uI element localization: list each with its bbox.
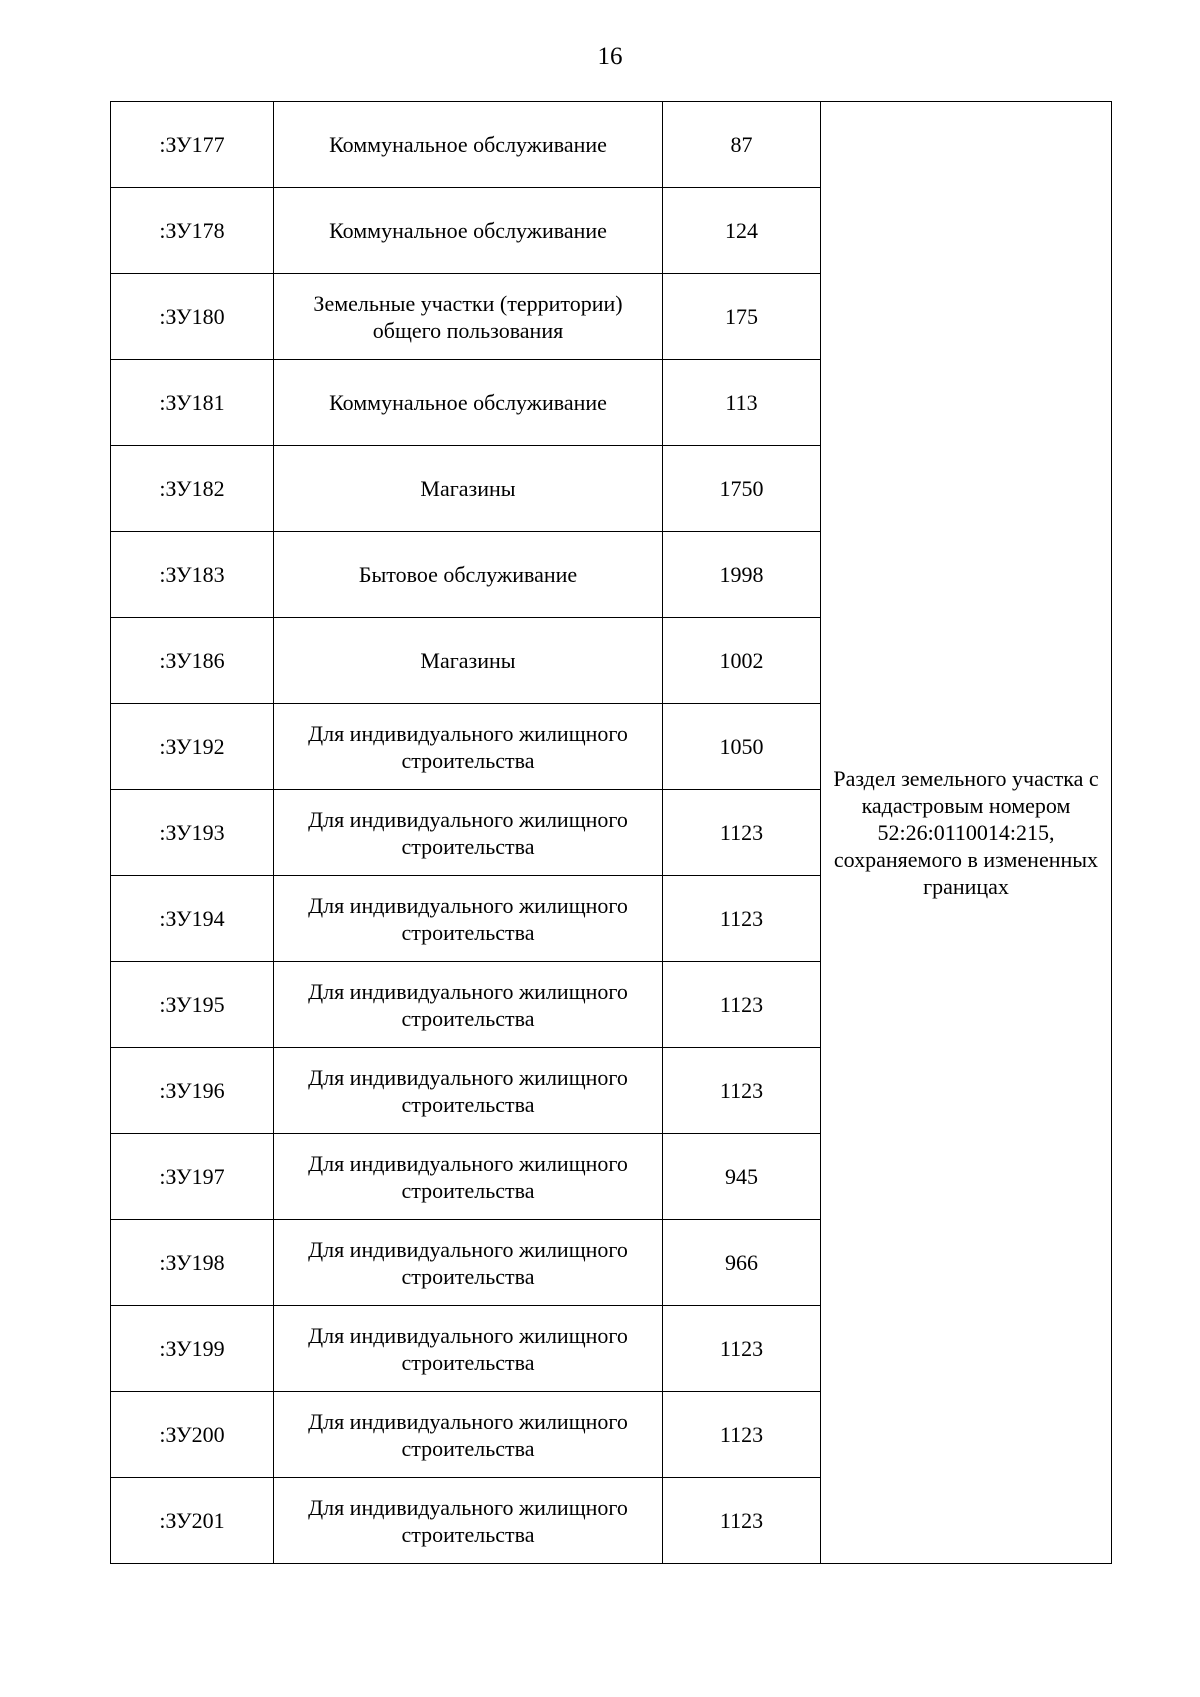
area-cell: 945	[663, 1134, 821, 1220]
parcel-id-cell: :ЗУ198	[111, 1220, 274, 1306]
parcel-id-cell: :ЗУ200	[111, 1392, 274, 1478]
parcels-table	[110, 101, 1112, 1564]
parcel-id-cell: :ЗУ199	[111, 1306, 274, 1392]
area-cell: 1123	[663, 1478, 821, 1564]
parcel-id-cell: :ЗУ194	[111, 876, 274, 962]
land-use-cell: Для индивидуального жилищного строительства	[274, 1220, 663, 1306]
area-cell: 1050	[663, 704, 821, 790]
area-cell: 1123	[663, 1392, 821, 1478]
note-cell: Раздел земельного участка с кадастровым номером 52:26:0110014:215, сохраняемого в измененных границах	[821, 102, 1112, 1564]
area-cell: 1123	[663, 790, 821, 876]
area-cell: 1123	[663, 876, 821, 962]
area-cell: 966	[663, 1220, 821, 1306]
parcel-id-cell: :ЗУ186	[111, 618, 274, 704]
land-use-cell: Магазины	[274, 446, 663, 532]
land-use-cell: Коммунальное обслуживание	[274, 360, 663, 446]
land-use-cell: Для индивидуального жилищного строительства	[274, 704, 663, 790]
parcel-id-cell: :ЗУ183	[111, 532, 274, 618]
area-cell: 1123	[663, 1306, 821, 1392]
area-cell: 1123	[663, 962, 821, 1048]
area-cell: 1750	[663, 446, 821, 532]
land-use-cell: Для индивидуального жилищного строительства	[274, 1478, 663, 1564]
parcel-id-cell: :ЗУ182	[111, 446, 274, 532]
parcel-id-cell: :ЗУ181	[111, 360, 274, 446]
area-cell: 87	[663, 102, 821, 188]
area-cell: 113	[663, 360, 821, 446]
parcel-id-cell: :ЗУ195	[111, 962, 274, 1048]
land-use-cell: Для индивидуального жилищного строительства	[274, 1134, 663, 1220]
table-row	[111, 102, 1112, 188]
parcel-id-cell: :ЗУ197	[111, 1134, 274, 1220]
area-cell: 124	[663, 188, 821, 274]
area-cell: 175	[663, 274, 821, 360]
land-use-cell: Для индивидуального жилищного строительства	[274, 876, 663, 962]
area-cell: 1998	[663, 532, 821, 618]
parcel-id-cell: :ЗУ178	[111, 188, 274, 274]
page-number: 16	[597, 43, 623, 70]
land-use-cell: Для индивидуального жилищного строительства	[274, 1392, 663, 1478]
land-use-cell: Бытовое обслуживание	[274, 532, 663, 618]
area-cell: 1123	[663, 1048, 821, 1134]
parcel-id-cell: :ЗУ201	[111, 1478, 274, 1564]
parcel-id-cell: :ЗУ192	[111, 704, 274, 790]
land-use-cell: Магазины	[274, 618, 663, 704]
area-cell: 1002	[663, 618, 821, 704]
parcel-id-cell: :ЗУ177	[111, 102, 274, 188]
parcel-id-cell: :ЗУ193	[111, 790, 274, 876]
land-use-cell: Для индивидуального жилищного строительства	[274, 1306, 663, 1392]
land-use-cell: Для индивидуального жилищного строительства	[274, 962, 663, 1048]
land-use-cell: Коммунальное обслуживание	[274, 102, 663, 188]
land-use-cell: Для индивидуального жилищного строительства	[274, 1048, 663, 1134]
parcel-id-cell: :ЗУ196	[111, 1048, 274, 1134]
land-use-cell: Для индивидуального жилищного строительства	[274, 790, 663, 876]
land-use-cell: Земельные участки (территории) общего пользования	[274, 274, 663, 360]
parcel-id-cell: :ЗУ180	[111, 274, 274, 360]
land-use-cell: Коммунальное обслуживание	[274, 188, 663, 274]
